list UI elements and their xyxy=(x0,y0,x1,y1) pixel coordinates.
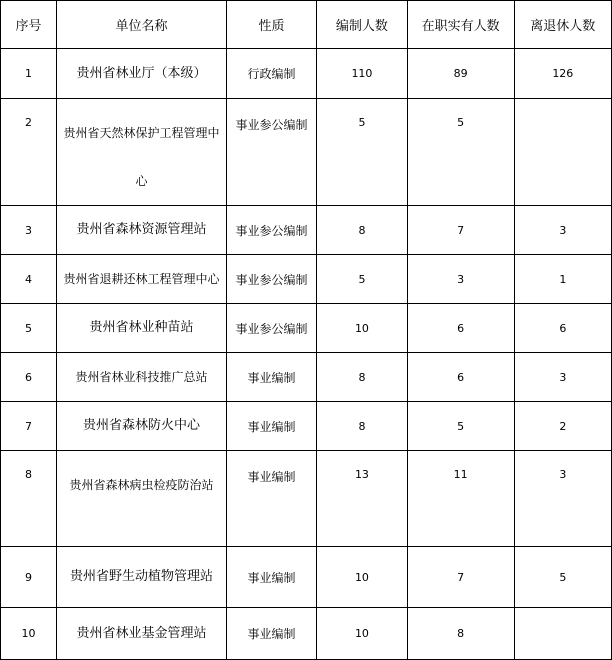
header-row xyxy=(1,1,612,49)
row-unit-name: 贵州省森林资源管理站 xyxy=(57,206,227,255)
row-retired: 3 xyxy=(514,206,611,255)
row-staff-quota: 8 xyxy=(317,206,407,255)
table-row xyxy=(1,206,612,255)
header-no: 序号 xyxy=(1,1,57,49)
row-nature: 事业编制 xyxy=(226,547,316,608)
row-no: 5 xyxy=(1,304,57,353)
row-unit-name: 贵州省退耕还林工程管理中心 xyxy=(57,255,227,304)
table-row xyxy=(1,547,612,608)
row-nature: 事业参公编制 xyxy=(226,304,316,353)
row-no: 2 xyxy=(1,99,57,206)
header-staff-quota: 编制人数 xyxy=(317,1,407,49)
row-active-staff: 89 xyxy=(407,49,514,99)
row-staff-quota: 110 xyxy=(317,49,407,99)
row-active-staff: 6 xyxy=(407,304,514,353)
table-row xyxy=(1,608,612,660)
row-staff-quota: 10 xyxy=(317,304,407,353)
row-unit-name: 贵州省林业基金管理站 xyxy=(57,608,227,660)
row-retired: 5 xyxy=(514,547,611,608)
row-unit-name: 贵州省森林防火中心 xyxy=(57,402,227,451)
row-staff-quota: 13 xyxy=(317,451,407,547)
row-nature: 事业编制 xyxy=(226,451,316,547)
row-staff-quota: 10 xyxy=(317,547,407,608)
header-active-staff: 在职实有人数 xyxy=(407,1,514,49)
row-active-staff: 5 xyxy=(407,402,514,451)
row-unit-name: 贵州省林业种苗站 xyxy=(57,304,227,353)
row-nature: 事业参公编制 xyxy=(226,255,316,304)
row-unit-name: 贵州省林业科技推广总站 xyxy=(57,353,227,402)
header-nature: 性质 xyxy=(226,1,316,49)
row-nature: 事业编制 xyxy=(226,608,316,660)
header-unit-name: 单位名称 xyxy=(57,1,227,49)
row-retired: 1 xyxy=(514,255,611,304)
row-nature: 事业参公编制 xyxy=(226,206,316,255)
row-nature: 事业编制 xyxy=(226,402,316,451)
row-no: 8 xyxy=(1,451,57,547)
row-staff-quota: 5 xyxy=(317,255,407,304)
row-staff-quota: 5 xyxy=(317,99,407,206)
row-retired: 3 xyxy=(514,353,611,402)
row-retired: 126 xyxy=(514,49,611,99)
row-staff-quota: 8 xyxy=(317,353,407,402)
row-active-staff: 8 xyxy=(407,608,514,660)
row-active-staff: 7 xyxy=(407,206,514,255)
row-unit-name: 贵州省野生动植物管理站 xyxy=(57,547,227,608)
table-row xyxy=(1,402,612,451)
row-no: 4 xyxy=(1,255,57,304)
row-no: 6 xyxy=(1,353,57,402)
row-retired xyxy=(514,99,611,206)
row-active-staff: 7 xyxy=(407,547,514,608)
row-unit-name: 贵州省森林病虫检疫防治站 xyxy=(57,451,227,547)
row-retired: 6 xyxy=(514,304,611,353)
row-nature: 事业参公编制 xyxy=(226,99,316,206)
row-no: 3 xyxy=(1,206,57,255)
row-no: 1 xyxy=(1,49,57,99)
row-nature: 事业编制 xyxy=(226,353,316,402)
table-row xyxy=(1,353,612,402)
row-retired: 3 xyxy=(514,451,611,547)
row-no: 7 xyxy=(1,402,57,451)
row-active-staff: 3 xyxy=(407,255,514,304)
table-row xyxy=(1,451,612,547)
row-nature: 行政编制 xyxy=(226,49,316,99)
row-no: 10 xyxy=(1,608,57,660)
row-active-staff: 5 xyxy=(407,99,514,206)
row-no: 9 xyxy=(1,547,57,608)
row-staff-quota: 8 xyxy=(317,402,407,451)
table-row xyxy=(1,49,612,99)
table-row xyxy=(1,304,612,353)
header-retired: 离退休人数 xyxy=(514,1,611,49)
row-unit-name: 贵州省天然林保护工程管理中心 xyxy=(57,99,227,206)
row-staff-quota: 10 xyxy=(317,608,407,660)
table-row xyxy=(1,255,612,304)
row-retired xyxy=(514,608,611,660)
row-retired: 2 xyxy=(514,402,611,451)
row-unit-name: 贵州省林业厅（本级） xyxy=(57,49,227,99)
table-row xyxy=(1,99,612,206)
row-active-staff: 11 xyxy=(407,451,514,547)
row-active-staff: 6 xyxy=(407,353,514,402)
